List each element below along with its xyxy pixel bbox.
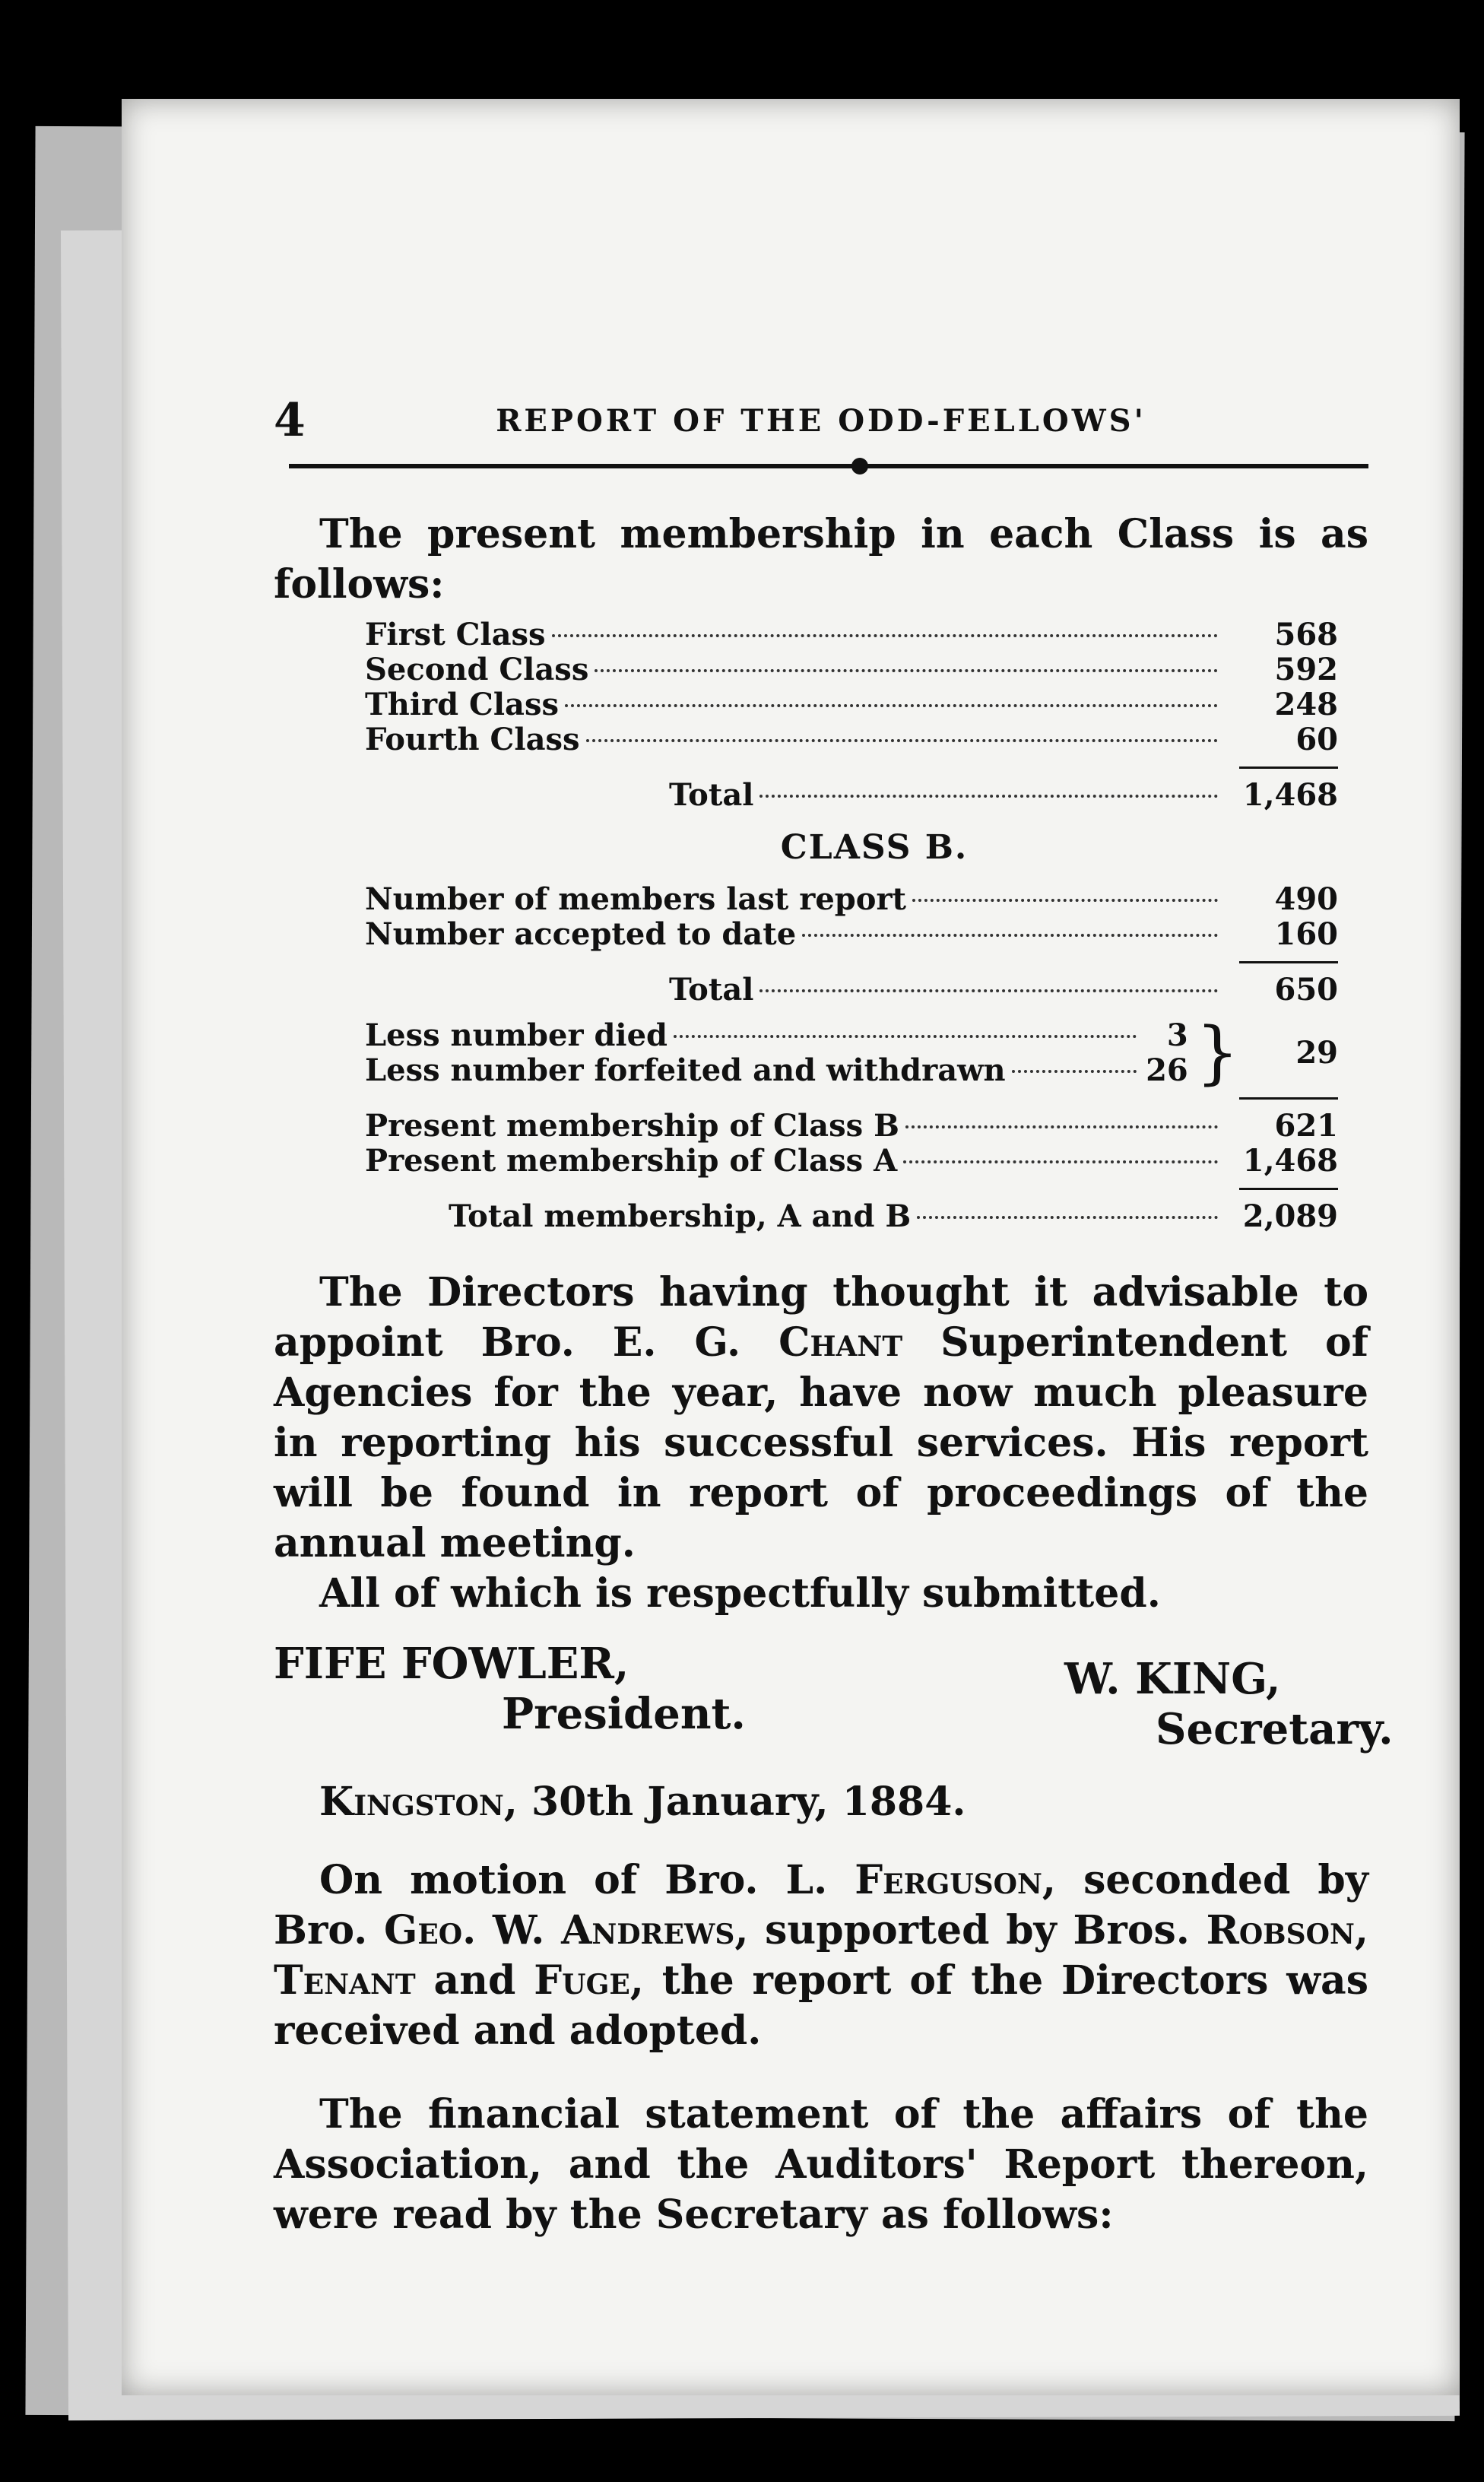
table-row bbox=[365, 1144, 1338, 1179]
leader-dots bbox=[759, 989, 1218, 992]
row-label: Less number forfeited and withdrawn bbox=[365, 1052, 1006, 1088]
row-value: 248 bbox=[1274, 687, 1338, 722]
running-title: REPORT OF THE ODD-FELLOWS' bbox=[496, 403, 1146, 439]
sum-rule bbox=[1239, 1188, 1338, 1190]
row-value: 621 bbox=[1274, 1108, 1338, 1144]
deductions-total: 29 bbox=[1295, 1035, 1338, 1071]
sum-rule bbox=[1239, 766, 1338, 769]
document-page bbox=[122, 99, 1460, 2395]
row-value: 490 bbox=[1274, 881, 1338, 917]
person-name: L. Ferguson bbox=[785, 1857, 1042, 1903]
grand-total-value: 2,089 bbox=[1242, 1198, 1338, 1234]
leader-dots bbox=[565, 704, 1218, 707]
motion-paragraph bbox=[274, 1855, 1368, 2056]
total-label: Total bbox=[669, 972, 754, 1008]
row-value: 592 bbox=[1274, 652, 1338, 687]
intro-paragraph: The present membership in each Class is as follows: bbox=[274, 511, 1368, 608]
row-label: First Class bbox=[365, 617, 546, 652]
leader-dots bbox=[917, 1216, 1218, 1219]
text-run: Superintendent of Agencies for the year, have now much pleasure in reporting his successful services. His report will be found in report of proceedings of the annual meeting. bbox=[274, 1319, 1369, 1566]
leader-dots bbox=[595, 669, 1218, 672]
row-label: Present membership of Class A bbox=[365, 1143, 898, 1179]
header-rule bbox=[289, 464, 1368, 468]
total-label: Total bbox=[669, 777, 754, 813]
leader-dots bbox=[586, 739, 1218, 742]
table-row bbox=[365, 652, 1338, 687]
row-label: Fourth Class bbox=[365, 722, 580, 757]
text-run: On motion of Bro. bbox=[319, 1857, 786, 1903]
text-run: , supported by Bros. bbox=[734, 1907, 1207, 1954]
sum-rule bbox=[1239, 1097, 1338, 1100]
row-label: Less number died bbox=[365, 1017, 668, 1053]
row-label: Number of members last report bbox=[365, 881, 906, 917]
person-name: Robson bbox=[1206, 1907, 1355, 1954]
grand-total-row bbox=[365, 1199, 1338, 1234]
person-name: Geo. W. Andrews bbox=[383, 1907, 735, 1954]
text-run: The Directors having thought it advisable to appoint Bro. bbox=[274, 1269, 1368, 1366]
financial-paragraph: The financial statement of the affairs of the Association, and the Auditors' Report thereon, were read by the Secretary as follows: bbox=[274, 2091, 1368, 2238]
text-run: , seconded by Bro. bbox=[274, 1857, 1369, 1954]
person-name: E. G. Chant bbox=[612, 1319, 903, 1366]
leader-dots bbox=[759, 795, 1218, 798]
row-label: Number accepted to date bbox=[365, 916, 797, 952]
row-label: Third Class bbox=[365, 687, 559, 722]
table-row bbox=[365, 722, 1338, 757]
row-value: 3 bbox=[1166, 1017, 1188, 1053]
person-name: Fuge bbox=[534, 1957, 630, 2004]
brace-glyph: } bbox=[1195, 1013, 1239, 1093]
secretary-name: W. KING, bbox=[1064, 1654, 1281, 1704]
text-run: , bbox=[1354, 1907, 1368, 1954]
deductions-group bbox=[365, 1013, 1338, 1093]
table-row bbox=[365, 1109, 1338, 1144]
row-value: 1,468 bbox=[1242, 1143, 1338, 1179]
page-number: 4 bbox=[274, 394, 306, 447]
dateline bbox=[319, 1779, 1368, 1825]
leader-dots bbox=[802, 934, 1218, 937]
leader-dots bbox=[912, 899, 1218, 902]
row-value: 60 bbox=[1295, 722, 1338, 757]
president-name: FIFE FOWLER, bbox=[274, 1639, 629, 1689]
date-text: , 30th January, 1884. bbox=[503, 1779, 966, 1825]
total-value: 650 bbox=[1274, 972, 1338, 1008]
leader-dots bbox=[905, 1125, 1218, 1128]
header-rule-ornament bbox=[851, 458, 868, 474]
row-label: Second Class bbox=[365, 652, 589, 687]
table-row bbox=[365, 687, 1338, 722]
row-value: 26 bbox=[1146, 1052, 1188, 1088]
grand-total-label: Total membership, A and B bbox=[449, 1198, 912, 1234]
sum-rule bbox=[1239, 961, 1338, 963]
class-b-table bbox=[274, 882, 1368, 1234]
text-run: and bbox=[415, 1957, 534, 2004]
class-a-table bbox=[274, 617, 1368, 813]
president-title: President. bbox=[502, 1689, 746, 1739]
row-label: Present membership of Class B bbox=[365, 1108, 899, 1144]
page-content bbox=[274, 509, 1394, 2240]
leader-dots bbox=[1012, 1070, 1137, 1073]
place-name: Kingston bbox=[319, 1779, 504, 1825]
signature-block bbox=[274, 1639, 1394, 1768]
row-value: 160 bbox=[1274, 916, 1338, 952]
table-row bbox=[365, 617, 1338, 652]
leader-dots bbox=[903, 1160, 1218, 1163]
table-row bbox=[365, 1053, 1188, 1088]
leader-dots bbox=[674, 1035, 1137, 1038]
deductions-lines bbox=[365, 1018, 1188, 1088]
table-row bbox=[365, 882, 1338, 917]
submitted-line: All of which is respectfully submitted. bbox=[319, 1570, 1161, 1617]
total-row bbox=[365, 778, 1338, 813]
leader-dots bbox=[552, 634, 1218, 637]
table-row bbox=[365, 1018, 1188, 1053]
total-row bbox=[365, 973, 1338, 1008]
text-run: , the report of the Directors was received and adopted. bbox=[274, 1957, 1368, 2054]
secretary-title: Secretary. bbox=[1156, 1704, 1394, 1754]
row-value: 568 bbox=[1274, 617, 1338, 652]
table-row bbox=[365, 917, 1338, 952]
person-name: Tenant bbox=[274, 1957, 416, 2004]
directors-paragraph bbox=[274, 1268, 1368, 1569]
class-b-heading: CLASS B. bbox=[780, 828, 969, 867]
total-value: 1,468 bbox=[1242, 777, 1338, 813]
